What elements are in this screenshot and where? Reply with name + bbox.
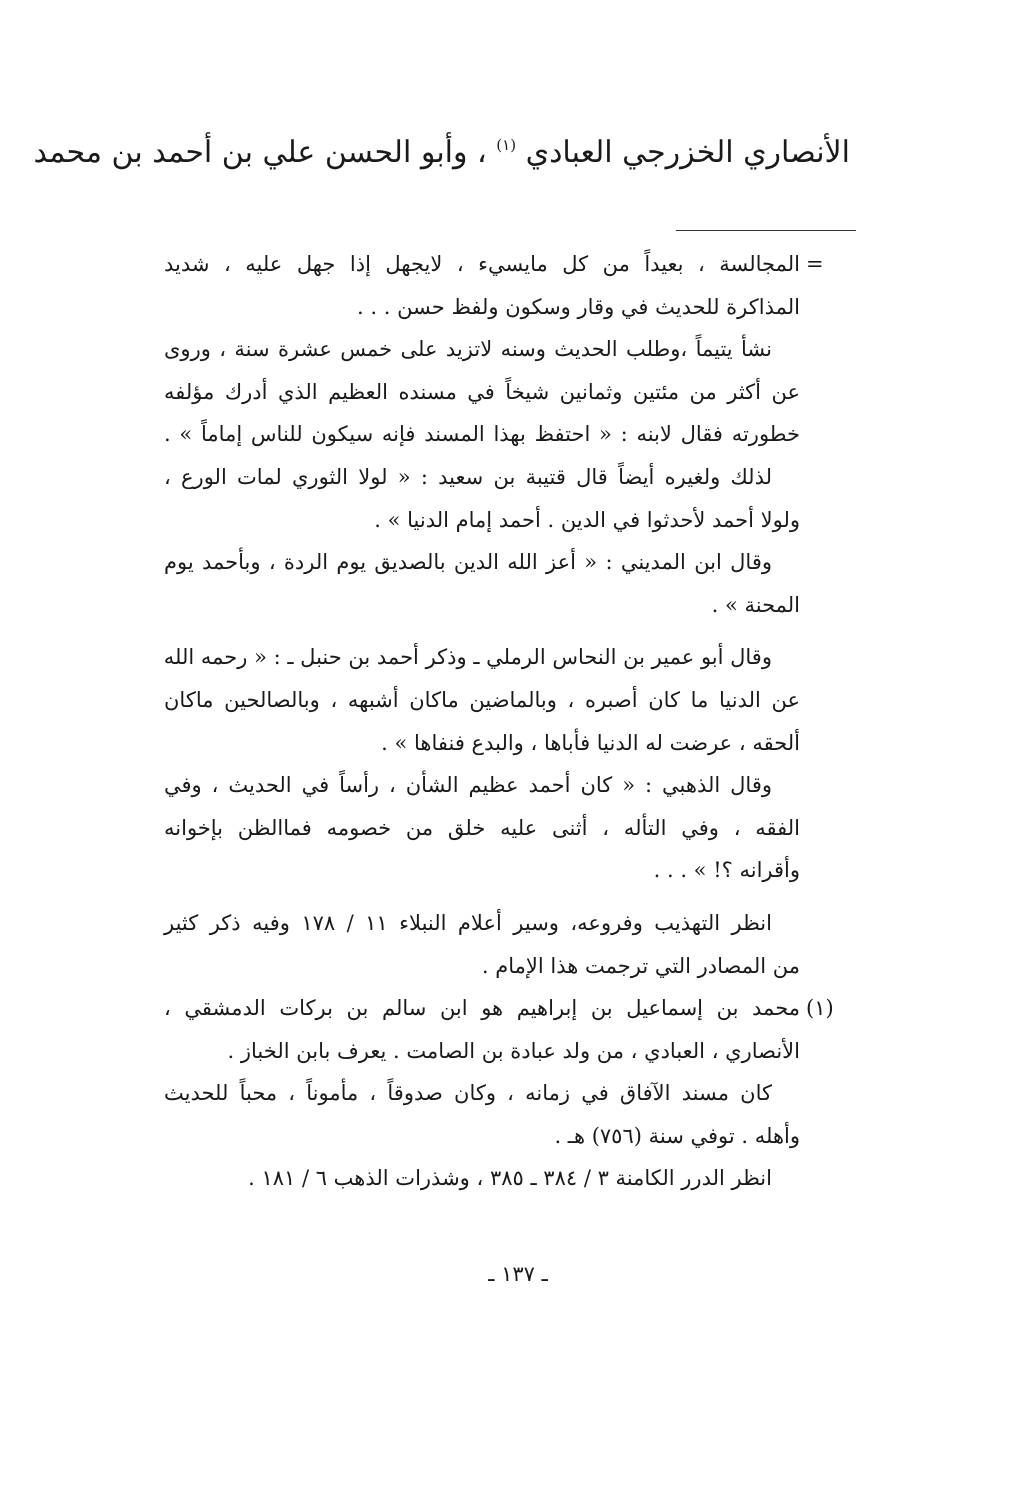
footnote-line	[164, 541, 850, 584]
footnote-line	[164, 328, 850, 371]
footnote-line-text: كان مسند الآفاق في زمانه ، وكان صدوقاً ، مأموناً ، محباً للحديث	[164, 1081, 772, 1106]
footnote-line	[164, 1115, 850, 1158]
footnote-line	[164, 286, 850, 329]
footnote-line-text: وأقرانه ؟! » . . .	[653, 858, 800, 883]
footnote-separator-rule	[676, 230, 856, 231]
footnote-line-text: وقال أبو عمير بن النحاس الرملي ـ وذكر أحمد بن حنبل ـ : « رحمه الله	[163, 645, 772, 670]
main-text-after-ref: ، وأبو الحسن علي بن أحمد بن محمد	[33, 135, 487, 170]
continuation-marker: =	[806, 252, 824, 276]
footnote-line-text: المحنة » .	[711, 592, 800, 617]
footnote-line-text: نشأ يتيماً ،وطلب الحديث وسنه لاتزيد على خمس عشرة سنة ، وروى	[164, 337, 772, 362]
footnote-line	[164, 413, 850, 456]
footnote-line	[164, 371, 850, 414]
footnote-line-text: لذلك ولغيره أيضاً قال قتيبة بن سعيد : « لولا الثوري لمات الورع ،	[164, 464, 772, 489]
page-number: ـ ١٣٧ ـ	[488, 1262, 548, 1286]
footnote-line	[164, 945, 850, 988]
footnote-line	[164, 1072, 850, 1115]
footnote-line-text: الأنصاري ، العبادي ، من ولد عبادة بن الصامت . يعرف بابن الخباز .	[227, 1038, 800, 1063]
footnote-line	[164, 243, 850, 286]
footnote-line	[164, 902, 850, 945]
main-text-before-ref: الأنصاري الخزرجي العبادي	[525, 135, 850, 170]
footnote-line-text: عن الدنيا ما كان أصبره ، وبالماضين ماكان أشبهه ، وبالصالحين ماكان	[164, 687, 800, 712]
footnote-line-text: ألحقه ، عرضت له الدنيا فأباها ، والبدع فنفاها » .	[381, 730, 800, 755]
footnote-line	[164, 722, 850, 765]
footnote-line	[164, 499, 850, 542]
footnote-line	[164, 456, 850, 499]
footnote-line	[164, 1157, 850, 1200]
footnote-line	[164, 987, 850, 1030]
footnote-line-text: المذاكرة للحديث في وقار وسكون ولفظ حسن . . .	[357, 294, 800, 319]
footnote-line-text: المجالسة ، بعيداً من كل مايسيء ، لايجهل إذا جهل عليه ، شديد	[164, 252, 800, 276]
footnote-line	[164, 584, 850, 627]
footnote-number-1: (١)	[806, 996, 834, 1021]
footnote-line-text: انظر الدرر الكامنة ٣ / ٣٨٤ ـ ٣٨٥ ، وشذرات الذهب ٦ / ١٨١ .	[248, 1166, 772, 1191]
footnote-line-text: انظر التهذيب وفروعه، وسير أعلام النبلاء ١١ / ١٧٨ وفيه ذكر كثير	[164, 910, 772, 935]
footnote-line-text: من المصادر التي ترجمت هذا الإمام .	[481, 953, 800, 978]
footnote-line-text: الفقه ، وفي التأله ، أثنى عليه خلق من خصومه فماالظن بإخوانه	[164, 815, 800, 840]
footnote-line-text: خطورته فقال لابنه : « احتفظ بهذا المسند فإنه سيكون للناس إماماً » .	[164, 422, 800, 447]
footnote-line	[164, 1030, 850, 1073]
footnotes-block	[164, 243, 850, 1200]
footnote-line	[164, 764, 850, 807]
footnote-line	[164, 849, 850, 892]
footnote-reference-1: (١)	[496, 136, 517, 154]
footnote-line-text: ولولا أحمد لأحدثوا في الدين . أحمد إمام الدنيا » .	[374, 507, 800, 532]
footnote-line-text: وأهله . توفي سنة (٧٥٦) هـ .	[554, 1123, 800, 1148]
footnote-line	[164, 679, 850, 722]
footnote-line-text: محمد بن إسماعيل بن إبراهيم هو ابن سالم بن بركات الدمشقي ،	[164, 996, 800, 1021]
footnote-line-text: وقال ابن المديني : « أعز الله الدين بالصديق يوم الردة ، وبأحمد يوم	[164, 550, 772, 575]
footnote-line	[164, 807, 850, 850]
main-text-line	[33, 122, 850, 176]
footnote-line	[164, 636, 850, 679]
footnote-line-text: عن أكثر من مئتين وثمانين شيخاً في مسنده العظيم الذي أدرك مؤلفه	[164, 379, 800, 404]
footnote-line-text: وقال الذهبي : « كان أحمد عظيم الشأن ، رأساً في الحديث ، وفي	[164, 773, 772, 798]
